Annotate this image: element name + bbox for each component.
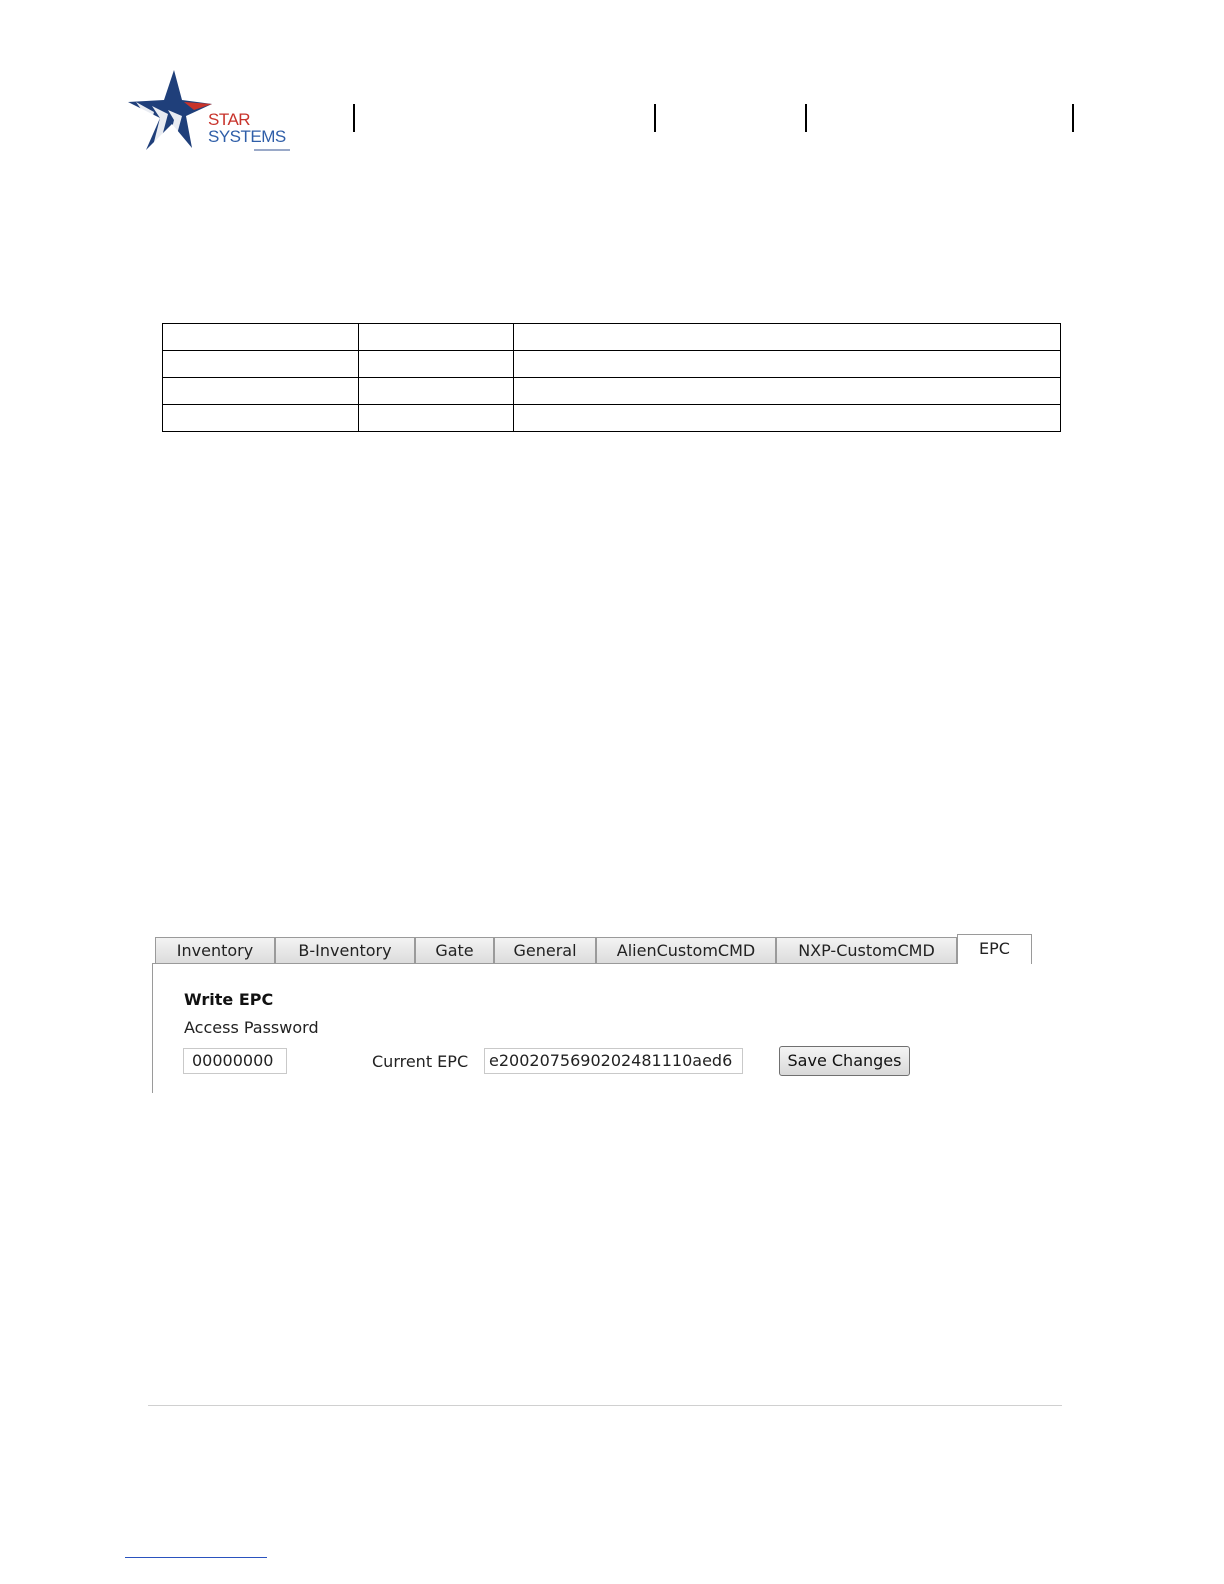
table-cell <box>163 378 359 405</box>
table-cell <box>514 378 1061 405</box>
table-cell <box>514 351 1061 378</box>
current-epc-label: Current EPC <box>372 1052 469 1071</box>
current-epc-input[interactable]: e2002075690202481110aed6 <box>484 1048 743 1074</box>
table-cell <box>163 351 359 378</box>
tab-nxp-customcmd[interactable]: NXP-CustomCMD <box>776 937 957 963</box>
tab-epc[interactable]: EPC <box>957 934 1032 964</box>
header-separator <box>1072 104 1074 132</box>
star-logo-icon <box>124 66 214 158</box>
table-cell <box>163 324 359 351</box>
table-row <box>163 378 1061 405</box>
logo-text-systems: SYSTEMS <box>208 127 286 146</box>
company-logo <box>124 66 296 158</box>
table-cell <box>359 378 514 405</box>
header-separator <box>805 104 807 132</box>
data-table <box>162 323 1061 432</box>
header-separator <box>654 104 656 132</box>
footer-divider <box>148 1405 1062 1406</box>
table-cell <box>163 405 359 432</box>
table-cell <box>514 324 1061 351</box>
logo-text-star: STAR <box>208 110 251 129</box>
table-row <box>163 324 1061 351</box>
access-password-label: Access Password <box>184 1018 319 1037</box>
access-password-input[interactable]: 00000000 <box>183 1048 287 1074</box>
table-cell <box>514 405 1061 432</box>
epc-settings-panel <box>152 934 1042 1094</box>
table-cell <box>359 324 514 351</box>
footer-link-underline[interactable] <box>125 1557 267 1558</box>
logo-tagline <box>254 149 290 151</box>
tab-bar-divider <box>152 963 957 964</box>
table-row <box>163 351 1061 378</box>
tab-general[interactable]: General <box>494 937 596 963</box>
section-title: Write EPC <box>184 990 274 1009</box>
tab-inventory[interactable]: Inventory <box>155 937 275 963</box>
panel-border <box>152 963 153 1093</box>
tab-aliencustomcmd[interactable]: AlienCustomCMD <box>596 937 776 963</box>
tab-gate[interactable]: Gate <box>415 937 494 963</box>
table-row <box>163 405 1061 432</box>
header-separator <box>353 104 355 132</box>
table-cell <box>359 351 514 378</box>
tab-b-inventory[interactable]: B-Inventory <box>275 937 415 963</box>
save-changes-button[interactable]: Save Changes <box>779 1046 910 1076</box>
table-cell <box>359 405 514 432</box>
